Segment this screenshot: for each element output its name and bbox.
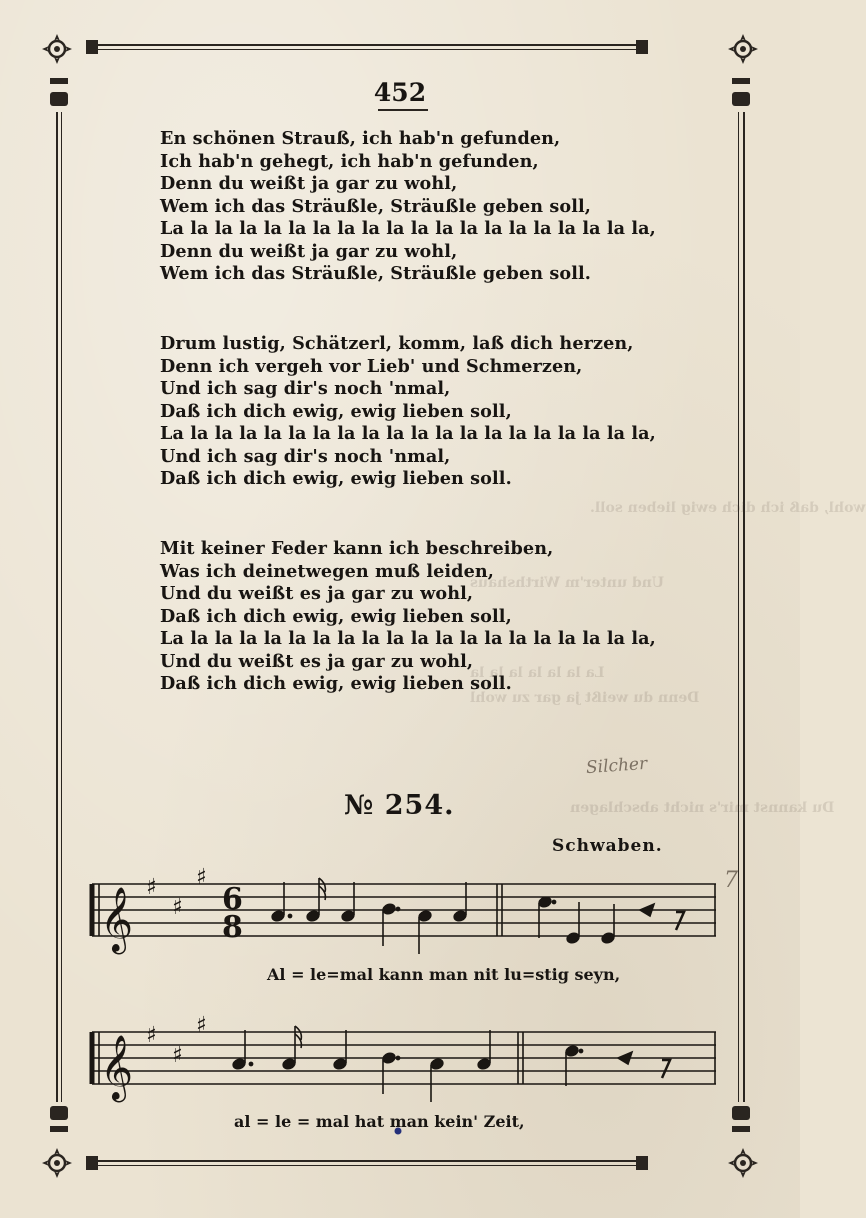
notes-staff-1 — [271, 878, 684, 954]
verse-line: Denn ich vergeh vor Lieb' und Schmerzen, — [160, 355, 583, 377]
verse-line: La la la la la la la la la la la la la la la la la la la la, — [160, 628, 656, 649]
verse-line: La la la la la la la la la la la la la la la la la la la la, — [160, 218, 656, 239]
treble-clef-icon: 𝄞 — [100, 887, 134, 952]
time-signature-bottom: 8 — [222, 910, 243, 945]
verse-line: Daß ich dich ewig, ewig lieben soll. — [160, 468, 512, 489]
rest-icon — [618, 1052, 632, 1064]
verse-line: Ich hab'n gehegt, ich hab'n gefunden, — [160, 150, 539, 172]
verse-line: Und ich sag dir's noch 'nmal, — [160, 445, 451, 467]
note — [333, 1058, 347, 1071]
note — [453, 910, 467, 923]
sharp-icon: ♯ — [146, 875, 157, 900]
note — [565, 1045, 579, 1058]
song-region: Schwaben. — [552, 836, 663, 856]
note — [477, 1058, 491, 1071]
verse-line: Daß ich dich ewig, ewig lieben soll, — [160, 400, 512, 422]
note — [418, 910, 432, 923]
note — [382, 1052, 396, 1065]
staff-1 — [92, 884, 716, 936]
sharp-icon: ♯ — [172, 1043, 183, 1068]
verse-line: Daß ich dich ewig, ewig lieben soll, — [160, 605, 512, 627]
time-signature-top: 6 — [222, 882, 243, 917]
note — [566, 932, 580, 945]
note — [282, 1058, 296, 1071]
show-through-text: La la la la la la la — [470, 665, 605, 681]
notes-staff-2 — [232, 1026, 670, 1102]
show-through-text: wohl, daß ich dich ewig lieben soll. — [590, 500, 866, 516]
note — [306, 910, 320, 923]
verse-line: Und ich sag dir's noch 'nmal, — [160, 378, 451, 399]
verse-line: Daß ich dich ewig, ewig lieben soll. — [160, 673, 512, 694]
lyrics-line-2: al = le = mal hat man kein' Zeit, — [234, 1112, 525, 1131]
show-through-text: Denn du weißt ja gar zu wohl — [470, 690, 700, 706]
note — [382, 903, 396, 916]
sharp-icon: ♯ — [172, 895, 183, 920]
page-number: 452 — [373, 78, 427, 107]
show-through-text: Du kannst mir's nicht abschlagen — [570, 800, 835, 816]
verse-line: Und du weißt es ja gar zu wohl, — [160, 650, 474, 672]
song-number: № 254. — [344, 790, 455, 821]
rest-icon — [662, 1060, 670, 1078]
verse-line: Drum lustig, Schätzerl, komm, laß dich herzen, — [160, 333, 634, 354]
sharp-icon: ♯ — [146, 1023, 157, 1048]
show-through-text: Und unter'm Wirthshaus — [470, 575, 665, 591]
verse-line: Wem ich das Sträußle, Sträußle geben soll. — [160, 263, 591, 284]
rest-icon — [676, 912, 684, 930]
verse-line: Mit keiner Feder kann ich beschreiben, — [160, 538, 554, 559]
verse-line: Und du weißt es ja gar zu wohl, — [160, 583, 474, 604]
verse-line: Denn du weißt ja gar zu wohl, — [160, 173, 458, 194]
treble-clef-icon: 𝄞 — [100, 1035, 134, 1100]
verse-line: En schönen Strauß, ich hab'n gefunden, — [160, 128, 561, 149]
sharp-icon: ♯ — [196, 1013, 207, 1038]
verse-line: Was ich deinetwegen muß leiden, — [160, 560, 494, 582]
note — [271, 910, 285, 923]
note — [430, 1058, 444, 1071]
sharp-icon: ♯ — [196, 865, 207, 890]
note — [341, 910, 355, 923]
note — [601, 932, 615, 945]
verse-line: Wem ich das Sträußle, Sträußle geben soll, — [160, 195, 591, 217]
verse-line: Denn du weißt ja gar zu wohl, — [160, 240, 458, 262]
pencil-mark: 7 — [724, 868, 738, 893]
lyrics-line-1: Al = le=mal kann man nit lu=stig seyn, — [267, 965, 621, 984]
rest-icon — [640, 904, 654, 916]
note — [232, 1058, 246, 1071]
pencil-annotation: Silcher — [585, 753, 648, 779]
verse-line: La la la la la la la la la la la la la la la la la la la la, — [160, 423, 656, 444]
